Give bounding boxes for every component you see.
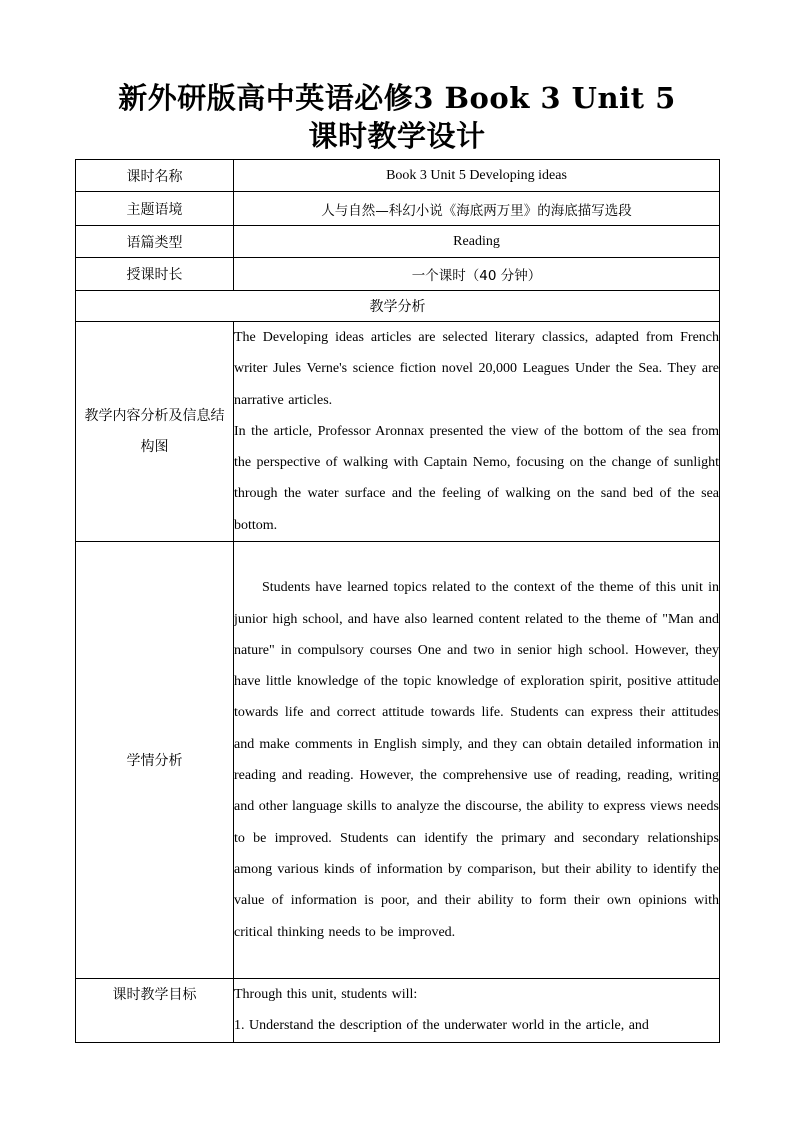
- duration-label: 授课时长: [76, 258, 234, 291]
- duration-value: 一个课时（40 分钟）: [234, 258, 720, 291]
- theme-context-label: 主题语境: [76, 192, 234, 226]
- objectives-label-cell: [76, 979, 234, 1043]
- objectives-line: 1. Understand the description of the underwater world in the article, and: [234, 1018, 649, 1034]
- content-analysis-paragraph: The Developing ideas articles are selected literary classics, adapted from French writer Jules Verne's science fiction novel 20,000 Leagues Under the Sea. They are narrative articles.: [234, 330, 719, 408]
- table-row: [76, 291, 720, 322]
- content-analysis-label-cell: [76, 322, 234, 542]
- table-row: [76, 160, 720, 192]
- table-row: [76, 258, 720, 291]
- table-row: [76, 322, 720, 542]
- objectives-text: [234, 979, 720, 1043]
- objectives-line: Through this unit, students will:: [234, 987, 418, 1003]
- theme-context-value: 人与自然—科幻小说《海底两万里》的海底描写选段: [234, 192, 720, 226]
- table-row: [76, 979, 720, 1043]
- student-analysis-label: 学情分析: [76, 542, 234, 979]
- table-row: [76, 192, 720, 226]
- objectives-label: 课时教学目标: [112, 987, 197, 1004]
- document-title-line-1: 新外研版高中英语必修3 Book 3 Unit 5: [118, 81, 676, 115]
- text-type-label: 语篇类型: [76, 226, 234, 258]
- content-analysis-paragraph: In the article, Professor Aronnax presented the view of the bottom of the sea from the perspective of walking with Captain Nemo, focusing on the change of sunlight through the water surface and the feeling of walking on the sand bed of the sea bottom.: [234, 423, 719, 533]
- section-header-teaching-analysis: 教学分析: [76, 291, 720, 322]
- lesson-name-value: Book 3 Unit 5 Developing ideas: [234, 160, 720, 192]
- document-title-line-2: 课时教学设计: [308, 119, 486, 153]
- student-analysis-paragraph: Students have learned topics related to the context of the theme of this unit in junior high school, and have also learned content related to the theme of "Man and nature" in compulsory courses One and two in senior high school. However, they have little knowledge of the topic knowledge of exploration spirit, positive attitude towards life and correct attitude towards life. Students can express their attitudes and make comments in English simply, and they can obtain detailed information in reading and reading. However, the comprehensive use of reading, reading, writing and other language skills to analyze the discourse, the ability to express views needs to be improved. Students can identify the primary and secondary relationships among various kinds of information by comparison, but their ability to identify the value of information is poor, and their ability to form their own opinions with critical thinking needs to be improved.: [234, 580, 719, 940]
- lesson-name-label: 课时名称: [76, 160, 234, 192]
- student-analysis-text: [234, 542, 720, 979]
- table-row: [76, 226, 720, 258]
- table-row: [76, 542, 720, 979]
- text-type-value: Reading: [234, 226, 720, 258]
- content-analysis-label: 教学内容分析及信息结构图: [84, 407, 225, 455]
- lesson-plan-table: [75, 159, 720, 1043]
- content-analysis-text: [234, 322, 720, 542]
